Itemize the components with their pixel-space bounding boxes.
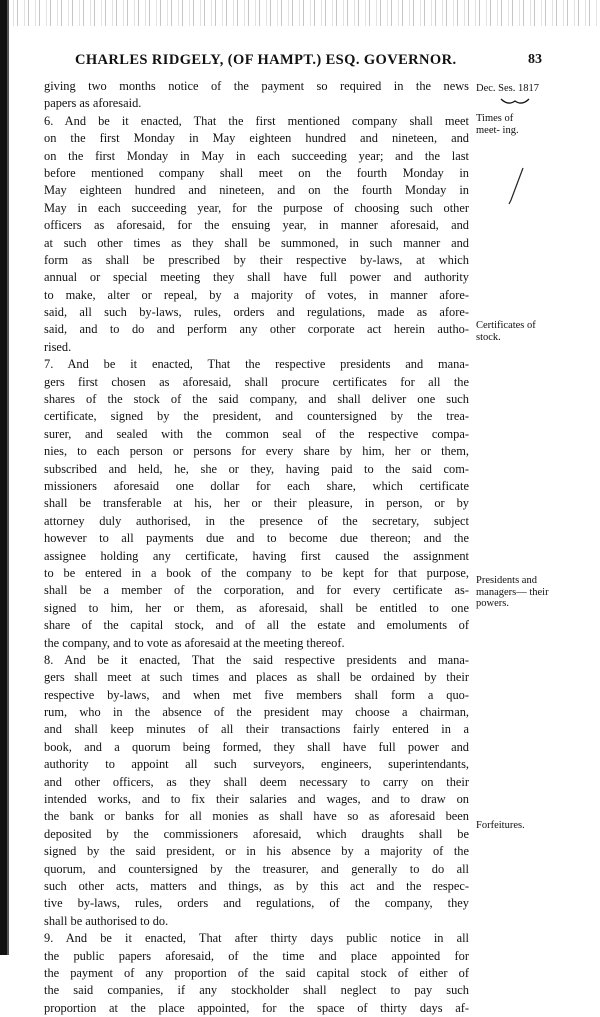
text-line: on the first Monday in May eighteen hundred and nineteen, and xyxy=(44,131,469,146)
text-line: to make, alter or repeal, by a majority of votes, in manner afore- xyxy=(44,287,469,302)
text-line: the said companies, if any stockholder shall neglect to pay such xyxy=(44,983,469,998)
text-line: the payment of any proportion of the said capital stock of either of xyxy=(44,965,469,980)
text-line: 6. And be it enacted, That the first mentioned company shall meet xyxy=(44,113,469,128)
text-line: shall be transferable at his, her or their pleasure, in person, or by xyxy=(44,496,469,511)
text-line: intended works, and to fix their salaries and wages, and to draw on xyxy=(44,792,469,807)
text-line: tive by-laws, rules, orders and regulations, of the company, they xyxy=(44,896,469,911)
text-line: rum, who in the absence of the president may choose a chairman, xyxy=(44,705,469,720)
scan-noise-top xyxy=(0,0,600,26)
text-line: such other acts, matters and things, as by this act and the respec- xyxy=(44,878,469,893)
text-line: giving two months notice of the payment so required in the news xyxy=(44,79,469,93)
running-title: CHARLES RIDGELY, (OF HAMPT.) ESQ. GOVERNOR. xyxy=(75,52,457,68)
text-line: to be entered in a book of the company to be kept for that purpose, xyxy=(44,565,469,580)
text-line: proportion at the place appointed, for the space of thirty days af- xyxy=(44,1000,469,1015)
text-line: respective by-laws, and when met five members shall form a quo- xyxy=(44,687,469,702)
text-line: signed by the said president, or in his absence by a majority of the xyxy=(44,844,469,859)
margin-note-presidents-managers: Presidents and managers— their powers. xyxy=(476,575,549,609)
text-line: the public papers aforesaid, of the time and place appointed for xyxy=(44,948,469,963)
body-text xyxy=(44,78,469,1017)
text-line: authority to appoint all such surveyors, engineers, superintendants, xyxy=(44,757,469,772)
ink-mark xyxy=(505,166,529,206)
text-line: shall be a member of the corporation, and for every certificate as- xyxy=(44,583,469,598)
text-line: book, and a quorum being formed, they shall have full power and xyxy=(44,739,469,754)
text-line: May eighteen hundred and nineteen, and on the fourth Monday in xyxy=(44,183,469,198)
text-line: form as shall be prescribed by their respective by-laws, at which xyxy=(44,252,469,267)
text-line: at such other times as they shall be summoned, in such manner and xyxy=(44,235,469,250)
text-line: May in each succeeding year, for the purpose of choosing such other xyxy=(44,200,469,215)
text-line: papers as aforesaid. xyxy=(44,96,142,111)
text-line: rised. xyxy=(44,339,72,354)
scan-binding-edge xyxy=(0,0,12,955)
text-line: before mentioned company shall meet on the fourth Monday in xyxy=(44,165,469,180)
text-line: the company, and to vote as aforesaid at the meeting thereof. xyxy=(44,635,345,650)
text-line: quorum, and countersigned by the treasurer, and generally to do all xyxy=(44,861,469,876)
margin-brace-mark xyxy=(500,97,530,107)
text-line: and shall keep minutes of all their transactions fairly entered in a xyxy=(44,722,469,737)
text-line: signed to him, her or them, as aforesaid, shall be entitled to one xyxy=(44,600,469,615)
text-line: gers shall meet at such times and places as shall be ordained by their xyxy=(44,670,469,685)
text-line: officers as aforesaid, for the ensuing year, in manner aforesaid, and xyxy=(44,218,469,233)
margin-note-forfeitures: Forfeitures. xyxy=(476,820,525,831)
text-line: surer, and sealed with the common seal of the respective compa- xyxy=(44,426,469,441)
text-line: deposited by the commissioners aforesaid, which draughts shall be xyxy=(44,826,469,841)
text-line: shares of the stock of the said company, and shall deliver one such xyxy=(44,392,469,407)
text-line: said, all such by-laws, rules, orders and regulations, made as afore- xyxy=(44,305,469,320)
text-line: 8. And be it enacted, That the said respective presidents and mana- xyxy=(44,652,469,667)
text-line: on the first Monday in May in each succeeding year; and the last xyxy=(44,148,469,163)
text-line: shall be authorised to do. xyxy=(44,913,169,928)
text-line: gers first chosen as aforesaid, shall procure certificates for all the xyxy=(44,374,469,389)
text-line: and other officers, as they shall deem necessary to carry on their xyxy=(44,774,469,789)
text-line: certificate, signed by the president, and countersigned by the trea- xyxy=(44,409,469,424)
margin-note-session: Dec. Ses. 1817 xyxy=(476,83,539,94)
text-line: however to all payments due and to become due thereon; and the xyxy=(44,531,469,546)
text-line: attorney duly authorised, in the presence of the secretary, subject xyxy=(44,513,469,528)
text-line: 9. And be it enacted, That after thirty days public notice in all xyxy=(44,931,469,946)
text-line: 7. And be it enacted, That the respective presidents and mana- xyxy=(44,357,469,372)
margin-note-certificates: Certificates of stock. xyxy=(476,320,536,343)
text-line: annual or special meeting they shall have full power and authority xyxy=(44,270,469,285)
text-line: assignee holding any certificate, having first caused the assignment xyxy=(44,548,469,563)
text-line: share of the capital stock, and of all the estate and emoluments of xyxy=(44,618,469,633)
text-line: nies, to each person or persons for every share by him, her or them, xyxy=(44,444,469,459)
text-line: the bank or banks for all monies as shall have so as aforesaid been xyxy=(44,809,469,824)
text-line: subscribed and held, he, she or they, having paid to the said com- xyxy=(44,461,469,476)
text-line: missioners aforesaid one dollar for each share, which certificate xyxy=(44,478,469,493)
margin-note-times-of-meeting: Times of meet- ing. xyxy=(476,113,519,136)
text-line: said, and to do and perform any other corporate act herein autho- xyxy=(44,322,469,337)
page-number: 83 xyxy=(528,52,542,67)
